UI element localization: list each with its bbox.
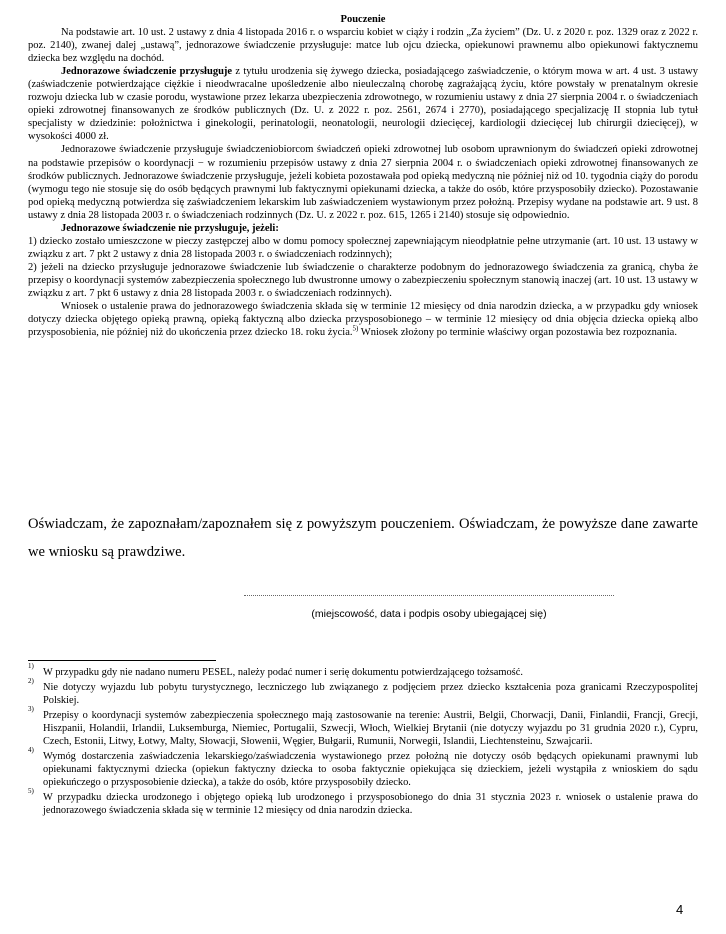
page-number: 4 [676, 902, 684, 917]
footnote-1 [28, 662, 698, 679]
eligibility-heading: Jednorazowe świadczenie przysługuje [61, 66, 233, 78]
footnote-2 [28, 677, 698, 707]
footnote-3 [28, 705, 698, 748]
instruction-section [28, 13, 698, 339]
exclusion-item-1: 1) dziecko zostało umieszczone w pieczy zastępczej albo w domu pomocy społecznej zapewniającym nieodpłatnie pełne utrzymanie (art. 10 ust. 13 ustawy w związku z art. 7 pkt 2 ustawy z dnia 28 listopada 2003 r. o świadczeniach rodzinnych); [28, 235, 698, 260]
signature-line [244, 595, 614, 597]
deadline-text-end: Wniosek złożony po terminie właściwy organ pozostawia bez rozpoznania. [358, 327, 677, 339]
deadline-text: Wniosek o ustalenie prawa do jednorazowego świadczenia składa się w terminie 12 miesięcy od dnia narodzin dziecka, a w przypadku gdy wniosek dotyczy dziecka objętego opieką prawną, opieką faktyczną albo dziecka przysposobionego – w terminie 12 miesięcy od dnia objęcia dziecka opieką albo przysposobienia, nie później niż do ukończenia przez dziecko 18. roku życia. [28, 301, 698, 339]
footnote-5 [28, 787, 698, 817]
footnote-number: 3) [28, 705, 34, 713]
declaration-statement: Oświadczam, że zapoznałam/zapoznałem się z powyższym pouczeniem. Oświadczam, że powyższe dane zawarte we wniosku są prawdziwe. [28, 516, 698, 560]
footnote-number: 5) [28, 787, 34, 795]
footnote-ref-5: 5) [352, 324, 359, 333]
exclusion-item-2: 2) jeżeli na dziecko przysługuje jednorazowe świadczenie lub świadczenie o charakterze podobnym do jednorazowego świadczenia za granicą, chyba że przepisy o koordynacji systemów zabezpieczenia społecznego lub dwustronne umowy o zabezpieczeniu społecznym stanowią inaczej (art. 10 ust. 13 ustawy w związku z art. 7 pkt 6 ustawy z dnia 28 listopada 2003 r. o świadczeniach rodzinnych). [28, 261, 698, 299]
footnote-4 [28, 746, 698, 789]
section-title: Pouczenie [340, 14, 386, 25]
signature-caption: (miejscowość, data i podpis osoby ubiegającej się) [311, 608, 547, 620]
footnote-number: 4) [28, 746, 34, 754]
paragraph-deadline [28, 300, 698, 339]
footnote-number: 1) [28, 662, 34, 670]
footnotes [28, 662, 698, 819]
paragraph-legal-basis: Na podstawie art. 10 ust. 2 ustawy z dnia 4 listopada 2016 r. o wsparciu kobiet w ciąży i rodzin „Za życiem” (Dz. U. z 2020 r. poz. 1329 oraz z 2022 r. poz. 2140), zwanej dalej „ustawą”, jednorazowe świadczenie przysługuje: matce lub ojcu dziecka, opiekunowi prawnemu albo opiekunowi faktycznemu dziecka bez względu na dochód. [28, 27, 698, 65]
footnote-text: W przypadku gdy nie nadano numeru PESEL, należy podać numer i serię dokumentu potwierdzającego tożsamość. [43, 667, 523, 678]
footnote-separator [28, 660, 216, 661]
exclusions-heading: Jednorazowe świadczenie nie przysługuje, jeżeli: [61, 222, 279, 234]
footnote-text: Przepisy o koordynacji systemów zabezpieczenia społecznego mają zastosowanie na terenie: Austrii, Belgii, Chorwacji, Danii, Finlandii, Francji, Grecji, Hiszpanii, Holandii, Irlandii, Luksemburga, Niemiec, Portugalii, Szwecji, Włoch, Wielkiej Brytanii (nie dotyczy wyjazdu po 31 grudnia 2020 r.), Cypru, Czech, Estonii, Litwy, Łotwy, Malty, Słowacji, Słowenii, Węgier, Bułgarii, Rumunii, Norwegii, Islandii, Liechtensteinu, Szwajcarii. [43, 710, 698, 747]
paragraph-eligibility [28, 65, 698, 143]
paragraph-beneficiaries: Jednorazowe świadczenie przysługuje świadczeniobiorcom świadczeń opieki zdrowotnej lub osobom uprawnionym do świadczeń opieki zdrowotnej na podstawie przepisów o koordynacji − w rozumieniu przepisów ustawy z dnia 27 sierpnia 2004 r. o świadczeniach opieki zdrowotnej finansowanych ze środków publicznych. Jednorazowe świadczenie przysługuje, jeżeli kobieta pozostawała pod opieką medyczną nie później niż od 10. tygodnia ciąży do porodu (wymogu tego nie stosuje się do osób będących prawnymi lub faktycznymi opiekunami dziecka, a także do osób, które przysposobiły dziecko). Pozostawanie pod opieką medyczną potwierdza się zaświadczeniem lekarskim lub zaświadczeniem wystawionym przez położną. Przepisy wydane na podstawie art. 9 ust. 8 ustawy z dnia 28 listopada 2003 r. o świadczeniach rodzinnych (Dz. U. z 2022 r. poz. 615, 1265 i 2140) stosuje się odpowiednio. [28, 144, 698, 221]
footnote-text: Nie dotyczy wyjazdu lub pobytu turystycznego, leczniczego lub związanego z podjęciem przez dziecko kształcenia poza granicami Rzeczypospolitej Polskiej. [43, 682, 698, 706]
footnote-text: Wymóg dostarczenia zaświadczenia lekarskiego/zaświadczenia wystawionego przez położną nie dotyczy osób będących opiekunami prawnymi lub opiekunami faktycznymi dziecka (opiekun faktyczny dziecka to osoba faktycznie opiekująca się dzieckiem, jeżeli wystąpiła z wnioskiem do sądu opiekuńczego o przysposobienie dziecka), a także do osób, które przysposobiły dziecko. [43, 751, 698, 788]
footnote-text: W przypadku dziecka urodzonego i objętego opieką lub urodzonego i przysposobionego do dnia 31 stycznia 2023 r. wniosek o ustalenie prawa do jednorazowego świadczenia składa się w terminie 12 miesięcy od dnia narodzin dziecka. [43, 792, 698, 816]
eligibility-text: z tytułu urodzenia się żywego dziecka, posiadającego zaświadczenie, o którym mowa w art. 4 ust. 3 ustawy (zaświadczenie potwierdzające ciężkie i nieodwracalne upośledzenie albo nieuleczalną chorobę zagrażającą życiu, które powstały w prenatalnym okresie rozwoju dziecka lub w czasie porodu, wystawione przez lekarza ubezpieczenia zdrowotnego, w rozumieniu ustawy z dnia 27 sierpnia 2004 r. o świadczeniach opieki zdrowotnej finansowanych ze środków publicznych (Dz. U. z 2022 r. poz. 2561, 2674 i 2770), posiadającego specjalizację II stopnia lub tytuł specjalisty w dziedzinie: położnictwa i ginekologii, perinatologii, neonatologii, neurologii dziecięcej, kardiologii dziecięcej lub chirurgii dziecięcej), w wysokości 4000 zł. [28, 66, 698, 143]
footnote-number: 2) [28, 677, 34, 685]
